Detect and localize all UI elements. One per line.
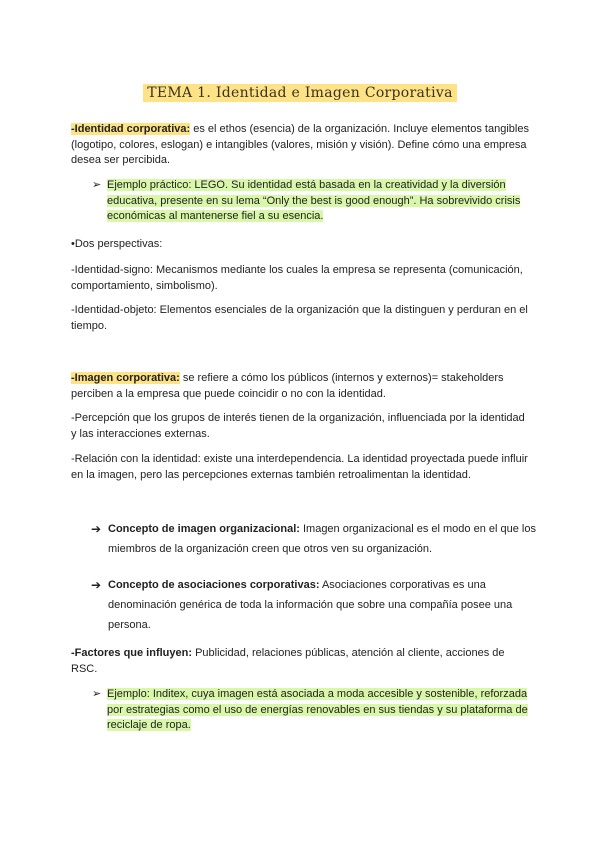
percepcion-paragraph: -Percepción que los grupos de interés tienen de la organización, influenciada por la identidad y las interacciones externas. <box>71 412 525 440</box>
identidad-text: es el ethos (esencia) de la organización. Incluye elementos tangibles (logotipo, colores, eslogan) e intangibles (valores, misión y visión). Define cómo una empresa desea ser percibida. <box>71 123 529 166</box>
relacion-paragraph: -Relación con la identidad: existe una interdependencia. La identidad proyectada puede influir en la imagen, pero las percepciones externas también retroalimentan la identidad. <box>71 453 528 481</box>
triangle-arrow-icon: ➢ <box>92 688 102 700</box>
factores-paragraph <box>71 646 533 677</box>
concepto-imagen-text: Imagen organizacional es el modo en el que los miembros de la organización creen que otros ven su organización. <box>108 523 536 555</box>
concepto-asociaciones-label: Concepto de asociaciones corporativas: <box>108 579 320 591</box>
concepto-imagen-item <box>91 519 539 559</box>
triangle-arrow-icon: ➢ <box>92 179 102 191</box>
right-arrow-icon: ➔ <box>91 578 102 592</box>
concepto-asociaciones-text: Asociaciones corporativas es una denominación genérica de toda la información que sobre una compañía posee una persona. <box>108 579 513 631</box>
identidad-objeto-paragraph: -Identidad-objeto: Elementos esenciales de la organización que la distinguen y perduran en el tiempo. <box>71 304 528 332</box>
concepto-asociaciones-item <box>91 575 539 635</box>
imagen-label: -Imagen corporativa: <box>71 372 180 384</box>
identidad-paragraph <box>71 122 533 169</box>
identidad-label: -Identidad corporativa: <box>71 123 191 135</box>
factores-text: Publicidad, relaciones públicas, atención al cliente, acciones de RSC. <box>71 647 505 675</box>
concepto-imagen-label: Concepto de imagen organizacional: <box>108 523 300 535</box>
imagen-paragraph <box>71 371 533 402</box>
right-arrow-icon: ➔ <box>91 522 102 536</box>
page-title: TEMA 1. Identidad e Imagen Corporativa <box>143 84 457 102</box>
ejemplo-lego-bullet <box>92 178 532 225</box>
title-container <box>0 84 600 102</box>
ejemplo-lego-text: Ejemplo práctico: LEGO. Su identidad está basada en la creatividad y la diversión educativa, presente en su lema “Only the best is good enough”. Ha sobrevivido crisis económicas al mantenerse fiel a su esencia. <box>107 179 521 222</box>
imagen-text: se refiere a cómo los públicos (internos y externos)= stakeholders perciben a la empresa que puede coincidir o no con la identidad. <box>71 372 504 400</box>
ejemplo-inditex-bullet <box>92 687 532 734</box>
dos-perspectivas-heading: •Dos perspectivas: <box>71 238 163 250</box>
identidad-signo-paragraph: -Identidad-signo: Mecanismos mediante los cuales la empresa se representa (comunicación, comportamiento, simbolismo). <box>71 264 523 292</box>
ejemplo-inditex-text: Ejemplo: Inditex, cuya imagen está asociada a moda accesible y sostenible, reforzada por estrategias como el uso de energías renovables en sus tiendas y su plataforma de reciclaje de ropa. <box>107 688 528 731</box>
factores-label: -Factores que influyen: <box>71 647 193 659</box>
